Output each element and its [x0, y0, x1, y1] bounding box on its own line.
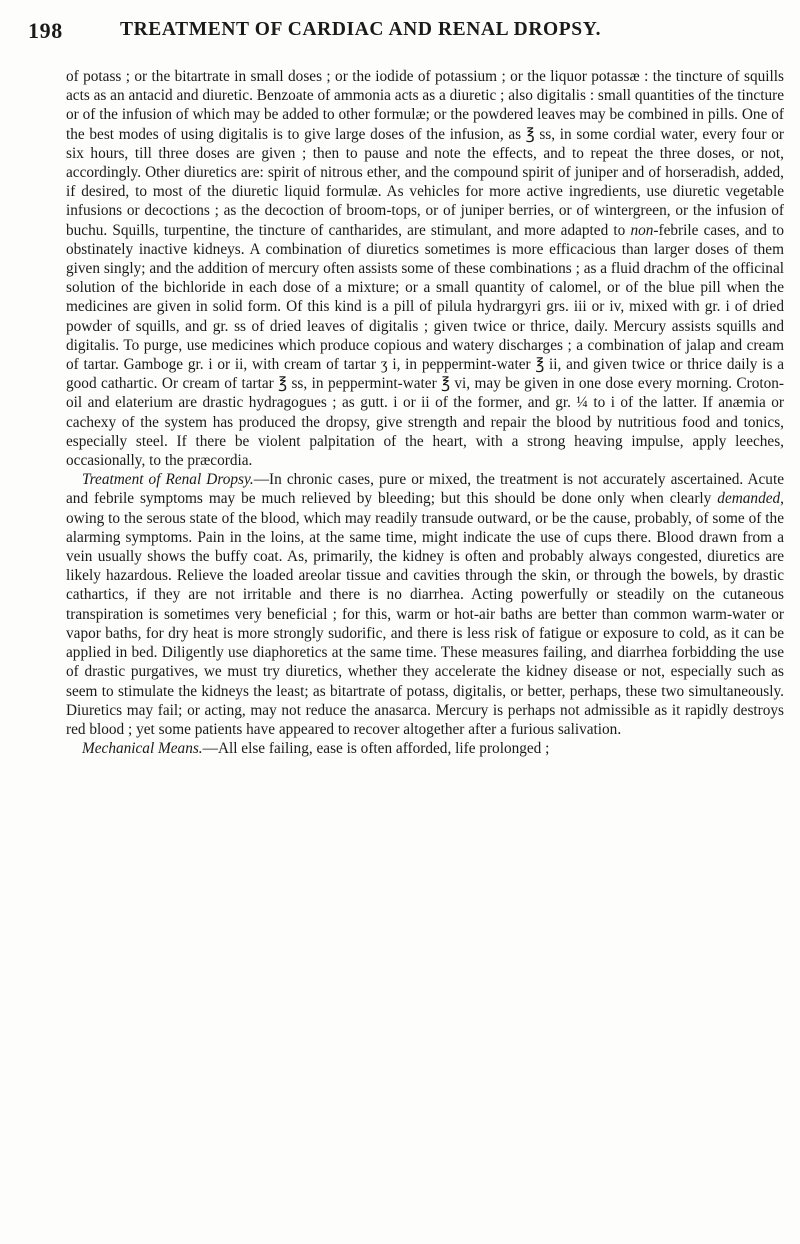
- paragraph-diuretics: [66, 67, 784, 470]
- section-heading-renal-dropsy: Treatment of Renal Dropsy.: [82, 471, 254, 489]
- text-run: of potass ; or the bitartrate in small doses ; or the iodide of potassium ; or the liquor potassæ : the tincture of squills acts as an antacid and diuretic. Benzoate of ammonia acts as a diuretic ; also digitalis : small quantities of the tincture or of the infusion of which may be added to other formulæ; or the powdered leaves may be combined in pills. One of the best modes of using digitalis is to give large doses of the infusion, as ℥ ss, in some cordial water, every four or six hours, till three doses are given ; then to pause and note the effects, and to repeat the three doses, or not, accordingly. Other diuretics are: spirit of nitrous ether, and the compound spirit of juniper and of horseradish, added, if desired, to most of the diuretic liquid formulæ. As vehicles for more active ingredients, use diuretic vegetable infusions or decoctions ; as the decoction of broom-tops, or of juniper berries, or of wintergreen, or the infusion of buchu. Squills, turpentine, the tincture of cantharides, are stimulant, and more adapted to: [66, 68, 784, 239]
- running-head: [28, 6, 770, 46]
- section-heading-mechanical-means: Mechanical Means.: [82, 740, 203, 758]
- text-run: —All else failing, ease is often afforded, life prolonged ;: [202, 740, 550, 758]
- text-run: , owing to the serous state of the blood, which may readily transude outward, or be the cause, probably, of some of the alarming symptoms. Pain in the loins, at the same time, might indicate the use of cups there. Blood drawn from a vein usually shows the buffy coat. As, primarily, the kidney is often and probably always congested, diuretics are likely hazardous. Relieve the loaded areolar tissue and cavities through the skin, or through the bowels, by drastic cathartics, if they are not irritable and there is no diarrhea. Acting powerfully or steadily on the cutaneous transpiration is sometimes very beneficial ; for this, warm or hot-air baths are better than common warm-water or vapor baths, for dry heat is more strongly sudorific, and there is less risk of fatigue or exposure to cold, as it can be applied in bed. Diligently use diaphoretics at the same time. These measures failing, and diarrhea forbidding the use of drastic purgatives, we must try diuretics, whether they accelerate the kidney disease or not, especially such as seem to stimulate the kidneys the least; as bitartrate of potass, digitalis, or better, perhaps, these two simultaneously. Diuretics may fail; or acting, may not reduce the anasarca. Mercury is perhaps not admissible as it rapidly destroys red blood ; yet some patients have appeared to recover altogether after a furious salivation.: [66, 490, 784, 738]
- text-run: -febrile cases, and to obstinately inactive kidneys. A combination of diuretics sometimes is more efficacious than larger doses of them given singly; and the addition of mercury often assists some of these combinations ; as a fluid drachm of the officinal solution of the bichloride in each dose of a mixture; or a small quantity of calomel, or of the blue pill when the medicines are given in solid form. Of this kind is a pill of pilula hydrargyri grs. iii or iv, mixed with gr. i of dried powder of squills, and gr. ss of dried leaves of digitalis ; given twice or thrice, daily. Mercury assists squills and digitalis. To purge, use medicines which produce copious and watery discharges ; a combination of jalap and cream of tartar. Gamboge gr. i or ii, with cream of tartar ʒ i, in peppermint-water ℥ ii, and given twice or thrice daily is a good cathartic. Or cream of tartar ℥ ss, in peppermint-water ℥ vi, may be given in one dose every morning. Croton-oil and elaterium are drastic hydragogues ; as gutt. i or ii of the former, and gr. ¼ to i of the latter. If anæmia or cachexy of the system has produced the dropsy, give strength and repair the blood by nutritious food and tonics, especially steel. If there be violent palpitation of the heart, with a strong heaving impulse, apply leeches, occasionally, to the præcordia.: [66, 221, 784, 470]
- running-title: TREATMENT OF CARDIAC AND RENAL DROPSY.: [120, 19, 602, 40]
- italic-run: demanded: [717, 490, 781, 508]
- body-text: [66, 67, 784, 758]
- italic-run: non: [630, 221, 654, 239]
- paragraph-mechanical-means: [66, 739, 784, 758]
- paragraph-renal-dropsy: [66, 470, 784, 739]
- page-number: 198: [28, 18, 63, 43]
- text-run: —In chronic cases, pure or mixed, the treatment is not accurately ascertained. Acute and febrile symptoms may be much relieved by bleeding; but this should be done only when clearly: [66, 471, 784, 508]
